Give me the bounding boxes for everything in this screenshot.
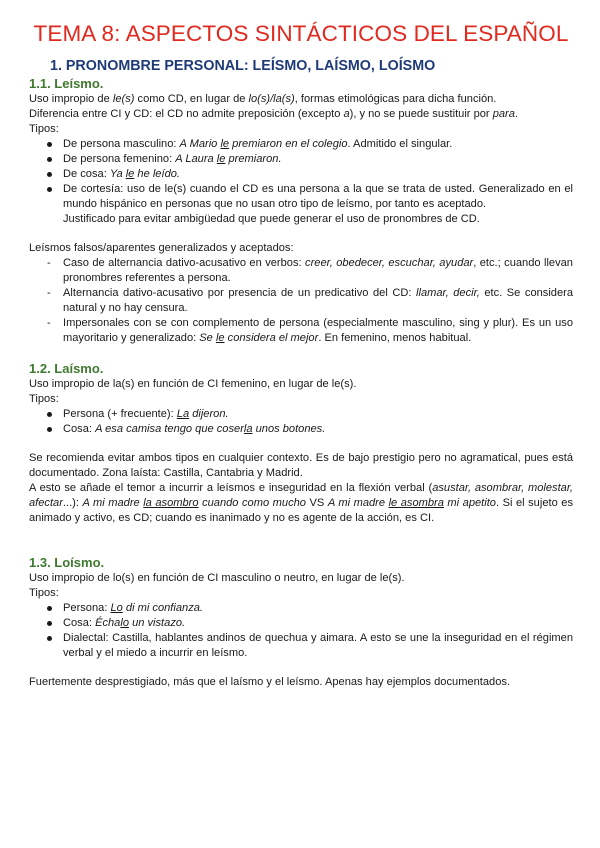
laismo-tipos-label: Tipos: — [29, 393, 59, 405]
section-1-title: 1. PRONOMBRE PERSONAL: LEÍSMO, LAÍSMO, LOÍSMO — [50, 58, 436, 74]
list-item: Cosa: A esa camisa tengo que coserla unos botones. — [29, 422, 573, 437]
loismo-types-list — [29, 601, 573, 661]
laismo-types-list — [29, 407, 573, 437]
list-item: Dialectal: Castilla, hablantes andinos de quechua y aimara. A esto se une la inseguridad en el régimen verbal y el miedo a incurrir en leísmo. — [29, 631, 573, 661]
list-item: - Alternancia dativo-acusativo por presencia de un predicativo del CD: llamar, decir, etc. Se considera natural y no hay censura. — [29, 286, 573, 316]
list-item: De persona femenino: A Laura le premiaron. — [29, 152, 573, 167]
leismo-types-list — [29, 137, 573, 212]
loismo-conclusion: Fuertemente desprestigiado, más que el laísmo y el leísmo. Apenas hay ejemplos documentados. — [29, 676, 510, 688]
list-item: Persona (+ frecuente): La dijeron. — [29, 407, 573, 422]
list-item: De cosa: Ya le he leído. — [29, 167, 573, 182]
list-item: Persona: Lo di mi confianza. — [29, 601, 573, 616]
leismo-definition: Uso impropio de le(s) como CD, en lugar de lo(s)/la(s), formas etimológicas para dicha función. — [29, 93, 497, 105]
leismo-difference: Diferencia entre CI y CD: el CD no admite preposición (excepto a), y no se puede sustituir por para. — [29, 108, 519, 120]
document-title: TEMA 8: ASPECTOS SINTÁCTICOS DEL ESPAÑOL — [33, 21, 569, 46]
leismo-falsos-list — [29, 256, 573, 346]
list-item: De persona masculino: A Mario le premiaron en el colegio. Admitido el singular. — [29, 137, 573, 152]
laismo-definition: Uso impropio de la(s) en función de CI femenino, en lugar de le(s). — [29, 378, 357, 390]
list-item: - Impersonales con se con complemento de persona (especialmente masculino, sing y plur). Es un uso mayoritario y generalizado: Se le considera el mejor. En femenino, menos habitual. — [29, 316, 573, 346]
list-item: Cosa: Échalo un vistazo. — [29, 616, 573, 631]
laismo-recommendation: Se recomienda evitar ambos tipos en cualquier contexto. Es de bajo prestigio pero no agramatical, pues está documentado. Zona laísta: Castilla, Cantabria y Madrid. — [29, 452, 573, 479]
leismo-cortesia-note: Justificado para evitar ambigüedad que puede generar el uso de pronombres de CD. — [63, 213, 480, 225]
list-item: De cortesía: uso de le(s) cuando el CD es una persona a la que se trata de usted. Generalizado en el mundo hispánico en personas que no usan otro tipo de leísmo, por tanto es aceptado. — [29, 182, 573, 212]
laismo-note: A esto se añade el temor a incurrir a leísmos e inseguridad en la flexión verbal (asustar, asombrar, molestar, afectar...): A mi madre la asombro cuando como mucho VS A mi madre le asombra mi apetito. Si el sujeto es animado y activo, es CD; cuando es inanimado y no es agente de la acción, es CI. — [29, 482, 573, 524]
leismo-tipos-label: Tipos: — [29, 123, 59, 135]
subsection-loismo-heading: 1.3. Loísmo. — [29, 555, 105, 570]
loismo-tipos-label: Tipos: — [29, 587, 59, 599]
list-item: - Caso de alternancia dativo-acusativo en verbos: creer, obedecer, escuchar, ayudar, etc.; cuando llevan pronombres referentes a persona. — [29, 256, 573, 286]
leismo-falsos-intro: Leísmos falsos/aparentes generalizados y aceptados: — [29, 242, 294, 254]
subsection-leismo-heading: 1.1. Leísmo. — [29, 76, 104, 91]
subsection-laismo-heading: 1.2. Laísmo. — [29, 361, 104, 376]
loismo-definition: Uso impropio de lo(s) en función de CI masculino o neutro, en lugar de le(s). — [29, 572, 405, 584]
document-page — [29, 20, 573, 690]
